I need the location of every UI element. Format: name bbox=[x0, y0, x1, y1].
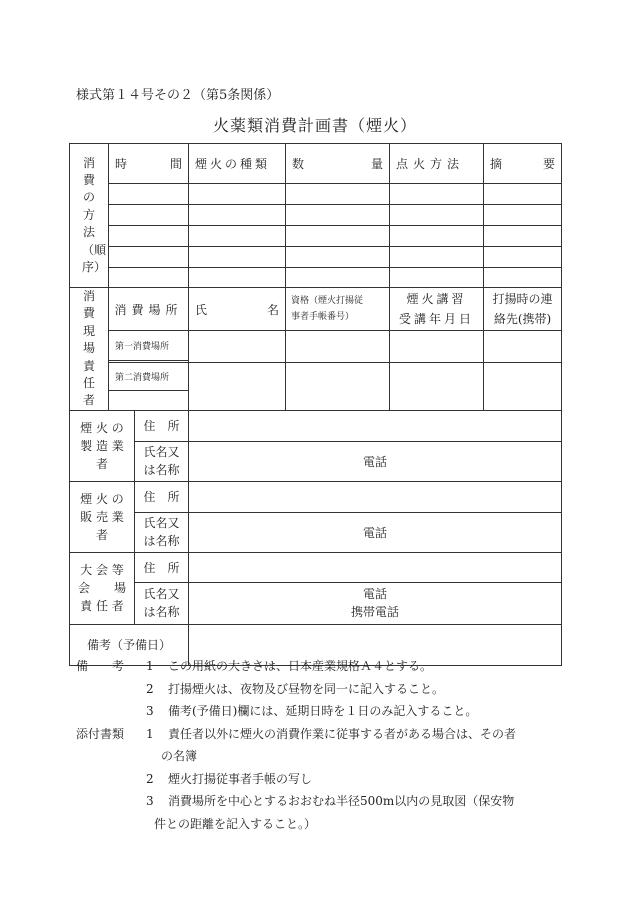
seller-phone[interactable]: 電話 bbox=[189, 512, 562, 552]
event-mobile-phone: 携帯電話 bbox=[350, 605, 399, 620]
header-qualification-line2: 事者手帳番号） bbox=[291, 312, 355, 322]
plan-form-table bbox=[69, 143, 562, 666]
attachment-item bbox=[76, 723, 566, 746]
note-number: 2 bbox=[146, 681, 154, 696]
header-course-line1: 煙火講習 bbox=[406, 291, 467, 306]
seller-label-line3: 者 bbox=[95, 527, 108, 542]
seller-label bbox=[70, 481, 135, 552]
header-quantity: 数 量 bbox=[286, 144, 390, 184]
event-phone: 電話 bbox=[362, 586, 387, 601]
place-first-label: 第一消費場所 bbox=[109, 331, 189, 361]
notes-section bbox=[76, 655, 566, 835]
responsible-gap-cell bbox=[109, 390, 189, 410]
event-name-label-line1: 氏名又 bbox=[143, 586, 180, 601]
note-item bbox=[76, 700, 566, 723]
header-ignition-method: 点火方法 bbox=[390, 144, 484, 184]
method-cell[interactable] bbox=[286, 247, 390, 268]
method-cell[interactable] bbox=[484, 226, 562, 247]
method-cell[interactable] bbox=[390, 226, 484, 247]
header-contact-line2: 絡先(携帯) bbox=[493, 312, 552, 326]
method-cell[interactable] bbox=[189, 205, 286, 226]
responsible-cell[interactable] bbox=[189, 331, 286, 363]
responsible-cell[interactable] bbox=[484, 331, 562, 363]
header-firework-type: 煙火の種類 bbox=[189, 144, 286, 184]
manufacturer-label-line3: 者 bbox=[95, 456, 108, 471]
responsible-cell[interactable] bbox=[286, 331, 390, 363]
manufacturer-name-label bbox=[135, 441, 189, 481]
event-phone-cell[interactable] bbox=[189, 582, 562, 624]
method-cell[interactable] bbox=[109, 268, 189, 288]
method-cell[interactable] bbox=[390, 268, 484, 288]
method-cell[interactable] bbox=[109, 205, 189, 226]
header-name: 氏 名 bbox=[189, 288, 286, 331]
header-qualification-line1: 資格（煙火打揚従 bbox=[291, 295, 364, 306]
event-name-label bbox=[135, 582, 189, 624]
method-cell[interactable] bbox=[286, 205, 390, 226]
method-cell[interactable] bbox=[390, 184, 484, 205]
method-cell[interactable] bbox=[109, 247, 189, 268]
attachment-item bbox=[76, 790, 566, 813]
event-label-line2: 会 場 bbox=[77, 581, 126, 596]
responsible-cell[interactable] bbox=[484, 362, 562, 410]
responsible-cell[interactable] bbox=[390, 362, 484, 410]
method-cell[interactable] bbox=[189, 268, 286, 288]
header-contact-line1: 打揚時の連 bbox=[492, 291, 553, 306]
attachment-text: 責任者以外に煙火の消費作業に従事する者がある場合は、その者 bbox=[168, 726, 517, 741]
responsible-section-label: 消費現場責任者 bbox=[70, 288, 109, 411]
method-cell[interactable] bbox=[390, 205, 484, 226]
method-cell[interactable] bbox=[484, 247, 562, 268]
note-item bbox=[76, 655, 566, 678]
manufacturer-label-line2: 製 造 業 bbox=[80, 438, 124, 453]
attachment-number: 1 bbox=[146, 726, 154, 741]
seller-address-label: 住 所 bbox=[135, 481, 189, 512]
place-second-label: 第二消費場所 bbox=[109, 362, 189, 390]
method-cell[interactable] bbox=[484, 268, 562, 288]
header-time: 時 間 bbox=[109, 144, 189, 184]
responsible-cell[interactable] bbox=[286, 362, 390, 410]
remarks-label: 備考（予備日） bbox=[70, 624, 189, 665]
header-summary: 摘 要 bbox=[484, 144, 562, 184]
seller-name-label-line2: は名称 bbox=[143, 534, 180, 549]
manufacturer-name-label-line2: は名称 bbox=[143, 463, 180, 478]
method-cell[interactable] bbox=[189, 184, 286, 205]
method-cell[interactable] bbox=[286, 184, 390, 205]
method-cell[interactable] bbox=[286, 268, 390, 288]
manufacturer-address-field[interactable] bbox=[189, 410, 562, 441]
page-title: 火薬類消費計画書（煙火） bbox=[212, 116, 417, 135]
event-label-line3: 責 任 者 bbox=[80, 599, 124, 614]
event-label-line1: 大 会 等 bbox=[80, 563, 124, 578]
method-cell[interactable] bbox=[189, 247, 286, 268]
attachment-text-continued: 件との距離を記入すること。） bbox=[154, 816, 317, 831]
seller-label-line1: 煙 火 の bbox=[80, 491, 124, 506]
method-cell[interactable] bbox=[286, 226, 390, 247]
method-cell[interactable] bbox=[484, 184, 562, 205]
seller-name-label bbox=[135, 512, 189, 552]
responsible-cell[interactable] bbox=[390, 331, 484, 363]
method-cell[interactable] bbox=[484, 205, 562, 226]
method-section-label: 消費の方法（順序） bbox=[70, 144, 109, 288]
manufacturer-address-label: 住 所 bbox=[135, 410, 189, 441]
manufacturer-name-label-line1: 氏名又 bbox=[143, 444, 180, 459]
seller-address-field[interactable] bbox=[189, 481, 562, 512]
header-contact bbox=[484, 288, 562, 331]
method-cell[interactable] bbox=[109, 184, 189, 205]
seller-label-line2: 販 売 業 bbox=[80, 509, 124, 524]
header-course-line2: 受講年月日 bbox=[398, 312, 474, 326]
event-label bbox=[70, 552, 135, 624]
attachment-number: 3 bbox=[146, 794, 154, 808]
attachment-item bbox=[76, 768, 566, 791]
attachment-text: 煙火打揚従事者手帳の写し bbox=[168, 771, 313, 786]
manufacturer-label-line1: 煙 火 の bbox=[80, 420, 124, 435]
event-address-label: 住 所 bbox=[135, 552, 189, 582]
header-course-date bbox=[390, 288, 484, 331]
note-text: 打揚煙火は、夜物及び昼物を同一に記入すること。 bbox=[168, 681, 445, 696]
seller-name-label-line1: 氏名又 bbox=[143, 515, 180, 530]
attachments-label: 添付書類 bbox=[76, 726, 125, 741]
note-number: 3 bbox=[146, 704, 154, 718]
form-number: 様式第１４号その２（第5条関係） bbox=[76, 88, 280, 103]
manufacturer-phone[interactable]: 電話 bbox=[189, 441, 562, 481]
manufacturer-label bbox=[70, 410, 135, 481]
note-text: 備考(予備日)欄には、延期日時を１日のみ記入すること。 bbox=[168, 704, 478, 718]
attachment-text-continued: の名簿 bbox=[161, 749, 198, 763]
event-address-field[interactable] bbox=[189, 552, 562, 582]
note-text: この用紙の大きさは、日本産業規格Ａ４とする。 bbox=[168, 659, 433, 673]
method-cell[interactable] bbox=[390, 247, 484, 268]
attachment-text: 消費場所を中心とするおおむね半径500m以内の見取図（保安物 bbox=[168, 794, 515, 808]
header-qualification bbox=[286, 288, 390, 331]
method-cell[interactable] bbox=[109, 226, 189, 247]
notes-label: 備 考 bbox=[76, 659, 125, 673]
event-name-label-line2: は名称 bbox=[143, 605, 180, 620]
attachment-number: 2 bbox=[146, 771, 154, 786]
note-item bbox=[76, 678, 566, 701]
method-cell[interactable] bbox=[189, 226, 286, 247]
header-consumption-place: 消費場所 bbox=[109, 288, 189, 331]
note-number: 1 bbox=[146, 659, 154, 673]
responsible-cell[interactable] bbox=[189, 362, 286, 410]
